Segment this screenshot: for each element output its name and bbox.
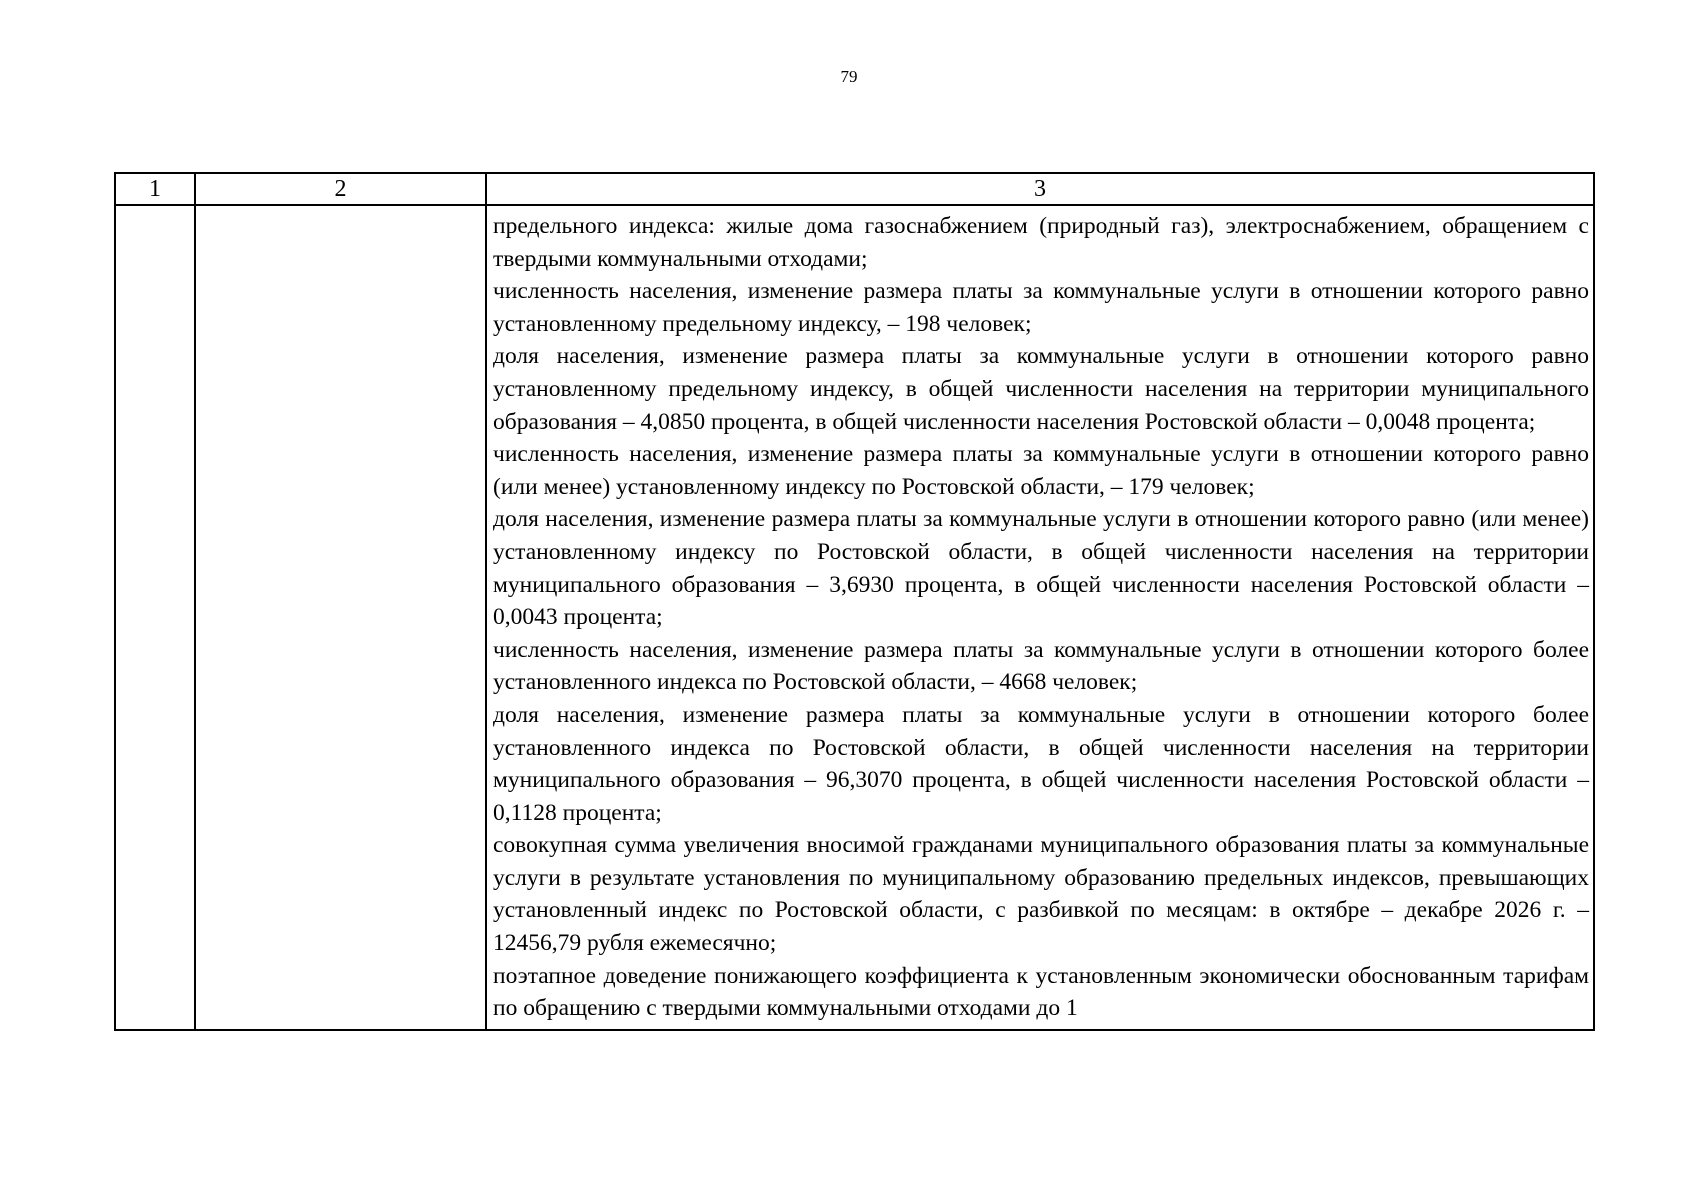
- page-number: 79: [840, 67, 858, 86]
- paragraph-population-equal-or-less: численность населения, изменение размера платы за коммунальные услуги в отношении которого равно (или менее) установленному индексу по Ростовской области, – 179 человек;: [493, 441, 1589, 500]
- cell-column-2: [195, 205, 486, 1030]
- table-row: [115, 205, 1594, 1030]
- cell-column-3: [486, 205, 1594, 1030]
- table-header-row: [115, 173, 1594, 205]
- document-table: [114, 172, 1595, 1031]
- paragraph-share-above-index: доля населения, изменение размера платы за коммунальные услуги в отношении которого более установленного индекса по Ростовской области, в общей численности населения на территории муниципального образования – 96,3070 процента, в общей численности населения Ростовской области – 0,1128 процента;: [493, 701, 1589, 826]
- cell-column-1: [115, 205, 195, 1030]
- paragraph-share-equal-or-less: доля населения, изменение размера платы за коммунальные услуги в отношении которого равно (или менее) установленному индексу по Ростовской области, в общей численности населения на территории муниципального образования – 3,6930 процента, в общей численности населения Ростовской области – 0,0043 процента;: [493, 506, 1589, 631]
- paragraph-share-equal-limit: доля населения, изменение размера платы за коммунальные услуги в отношении которого равно установленному предельному индексу, в общей численности населения на территории муниципального образования – 4,0850 процента, в общей численности населения Ростовской области – 0,0048 процента;: [493, 343, 1589, 435]
- paragraph-total-increase-sum: совокупная сумма увеличения вносимой гражданами муниципального образования платы за коммунальные услуги в результате установления по муниципальному образованию предельных индексов, превышающих установленный индекс по Ростовской области, с разбивкой по месяцам: в октябре – декабре 2026 г. – 12456,79 рубля ежемесячно;: [493, 832, 1589, 957]
- paragraph-indicators-intro: предельного индекса: жилые дома газоснабжением (природный газ), электроснабжением, обращением с твердыми коммунальными отходами;: [493, 213, 1589, 272]
- column-header-2: 2: [195, 173, 486, 205]
- paragraph-reduction-coefficient: поэтапное доведение понижающего коэффициента к установленным экономически обоснованным тарифам по обращению с твердыми коммунальными отходами до 1: [493, 962, 1589, 1022]
- paragraph-population-equal-limit: численность населения, изменение размера платы за коммунальные услуги в отношении которого равно установленному предельному индексу, – 198 человек;: [493, 278, 1589, 337]
- column-header-3: 3: [486, 173, 1594, 205]
- column-header-1: 1: [115, 173, 195, 205]
- paragraph-population-above-index: численность населения, изменение размера платы за коммунальные услуги в отношении которого более установленного индекса по Ростовской области, – 4668 человек;: [493, 636, 1589, 696]
